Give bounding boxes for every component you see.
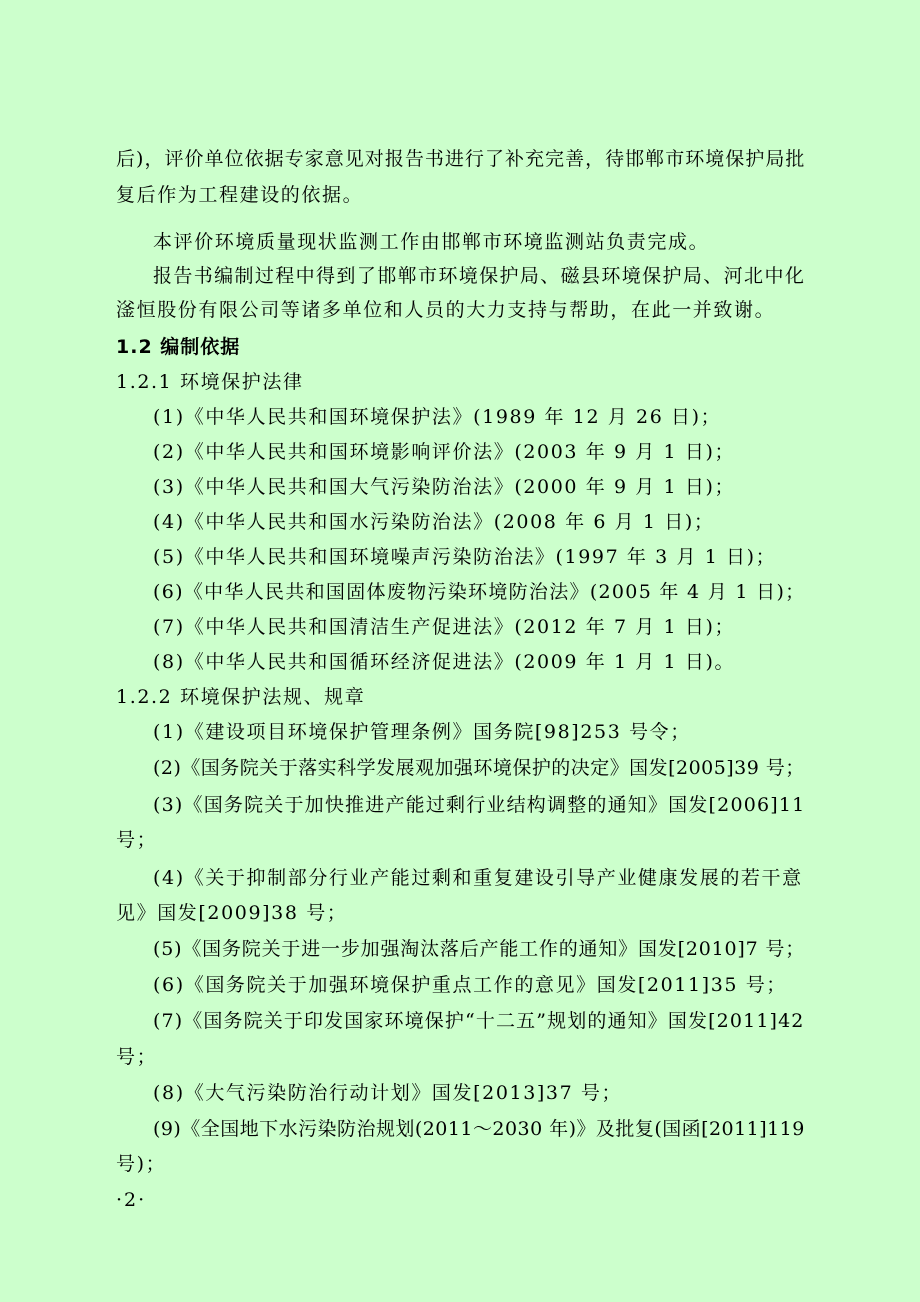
body-text-line: 滏恒股份有限公司等诸多单位和人员的大力支持与帮助，在此一并致谢。 <box>116 299 776 321</box>
section-heading: 1.2 编制依据 <box>116 336 241 358</box>
list-item: (6)《中华人民共和国固体废物污染环境防治法》(2005 年 4 月 1 日)； <box>153 581 806 603</box>
body-text-line: 后)，评价单位依据专家意见对报告书进行了补充完善，待邯郸市环境保护局批 <box>116 148 806 170</box>
list-item: (2)《中华人民共和国环境影响评价法》(2003 年 9 月 1 日)； <box>153 441 736 463</box>
list-item: (6)《国务院关于加强环境保护重点工作的意见》国发[2011]35 号； <box>153 974 787 996</box>
subsection-heading: 1.2.1 环境保护法律 <box>116 371 304 393</box>
list-item: (3)《中华人民共和国大气污染防治法》(2000 年 9 月 1 日)； <box>153 476 736 498</box>
list-item: (2)《国务院关于落实科学发展观加强环境保护的决定》国发[2005]39 号； <box>153 757 805 779</box>
list-item: (7)《国务院关于印发国家环境保护“十二五”规划的通知》国发[2011]42 <box>153 1010 805 1032</box>
body-text-line: 报告书编制过程中得到了邯郸市环境保护局、磁县环境保护局、河北中化 <box>153 265 806 287</box>
list-item: (1)《建设项目环境保护管理条例》国务院[98]253 号令； <box>153 721 691 743</box>
list-item-continuation: 见》国发[2009]38 号； <box>116 902 348 924</box>
list-item: (1)《中华人民共和国环境保护法》(1989 年 12 月 26 日)； <box>153 406 722 428</box>
list-item: (5)《中华人民共和国环境噪声污染防治法》(1997 年 3 月 1 日)； <box>153 546 777 568</box>
list-item: (4)《中华人民共和国水污染防治法》(2008 年 6 月 1 日)； <box>153 511 715 533</box>
body-text-line: 本评价环境质量现状监测工作由邯郸市环境监测站负责完成。 <box>153 231 710 253</box>
list-item: (8)《中华人民共和国循环经济促进法》(2009 年 1 月 1 日)。 <box>153 651 736 673</box>
body-text-line: 复后作为工程建设的依据。 <box>116 184 364 206</box>
list-item-continuation: 号； <box>116 829 158 851</box>
list-item: (7)《中华人民共和国清洁生产促进法》(2012 年 7 月 1 日)； <box>153 616 736 638</box>
subsection-heading: 1.2.2 环境保护法规、规章 <box>116 686 366 708</box>
list-item: (8)《大气污染防治行动计划》国发[2013]37 号； <box>153 1082 623 1104</box>
page-number: ·2· <box>116 1189 147 1211</box>
list-item: (5)《国务院关于进一步加强淘汰落后产能工作的通知》国发[2010]7 号； <box>153 938 806 960</box>
list-item: (3)《国务院关于加快推进产能过剩行业结构调整的通知》国发[2006]11 <box>153 794 806 816</box>
list-item-continuation: 号)； <box>116 1153 167 1175</box>
list-item: (9)《全国地下水污染防治规划(2011～2030 年)》及批复(国函[2011]119 <box>153 1118 805 1140</box>
list-item: (4)《关于抑制部分行业产能过剩和重复建设引导产业健康发展的若干意 <box>153 867 803 889</box>
list-item-continuation: 号； <box>116 1046 158 1068</box>
